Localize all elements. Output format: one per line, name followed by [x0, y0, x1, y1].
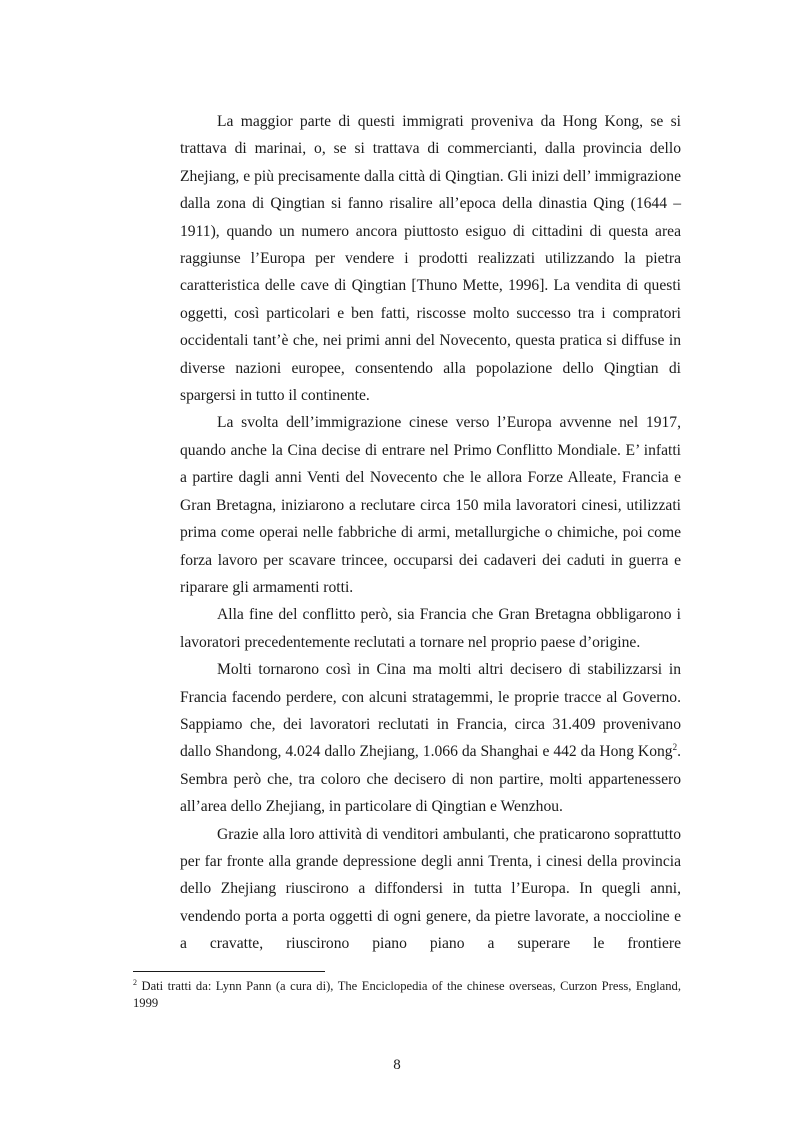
footnote-text: Dati tratti da: Lynn Pann (a cura di), The Enciclopedia of the chinese overseas, Curzon Press, England, 1999: [133, 979, 681, 1010]
page-number: 8: [393, 1057, 401, 1073]
footnote-reference[interactable]: 2: [672, 742, 678, 753]
footnote-number: 2: [133, 977, 137, 987]
paragraph-text: . Sembra però che, tra coloro che decisero di non partire, molti appartenessero all’area dello Zhejiang, in particolare di Qingtian e Wenzhou.: [180, 743, 681, 816]
footnote-divider: [133, 971, 325, 972]
paragraph: La maggior parte di questi immigrati proveniva da Hong Kong, se si trattava di marinai, o, se si trattava di commercianti, dalla provincia dello Zhejiang, e più precisamente dalla città di Qingtian. Gli inizi dell’ immigrazione dalla zona di Qingtian si fanno risalire all’epoca della dinastia Qing (1644 – 1911), quando un numero ancora piuttosto esiguo di cittadini di questa area raggiunse l’Europa per vendere i prodotti realizzati utilizzando la pietra caratteristica delle cave di Qingtian [Thuno Mette, 1996]. La vendita di questi oggetti, così particolari e ben fatti, riscosse molto successo tra i compratori occidentali tant’è che, nei primi anni del Novecento, questa pratica si diffuse in diverse nazioni europee, consentendo alla popolazione dello Qingtian di spargersi in tutto il continente.: [180, 113, 681, 405]
body-text: [180, 108, 681, 958]
paragraph: La svolta dell’immigrazione cinese verso l’Europa avvenne nel 1917, quando anche la Cina decise di entrare nel Primo Conflitto Mondiale. E’ infatti a partire dagli anni Venti del Novecento che le allora Forze Alleate, Francia e Gran Bretagna, iniziarono a reclutare circa 150 mila lavoratori cinesi, utilizzati prima come operai nelle fabbriche di armi, metallurgiche o chimiche, poi come forza lavoro per scavare trincee, occuparsi dei cadaveri dei caduti in guerra e riparare gli armamenti rotti.: [180, 414, 681, 596]
paragraph: Grazie alla loro attività di venditori ambulanti, che praticarono soprattutto per far fronte alla grande depressione degli anni Trenta, i cinesi della provincia dello Zhejiang riuscirono a diffondersi in tutta l’Europa. In quegli anni, vendendo porta a porta oggetti di ogni genere, da pietre lavorate, a noccioline e a cravatte, riuscirono piano piano a superare le frontiere: [180, 825, 681, 953]
paragraph: [180, 656, 681, 820]
footnote: [133, 978, 681, 1012]
paragraph: Alla fine del conflitto però, sia Francia che Gran Bretagna obbligarono i lavoratori precedentemente reclutati a tornare nel proprio paese d’origine.: [180, 606, 681, 651]
paragraph-text: Molti tornarono così in Cina ma molti altri decisero di stabilizzarsi in Francia facendo perdere, con alcuni stratagemmi, le proprie tracce al Governo. Sappiamo che, dei lavoratori reclutati in Francia, circa 31.409 provenivano dallo Shandong, 4.024 dallo Zhejiang, 1.066 da Shanghai e 442 da Hong Kong: [180, 661, 681, 761]
